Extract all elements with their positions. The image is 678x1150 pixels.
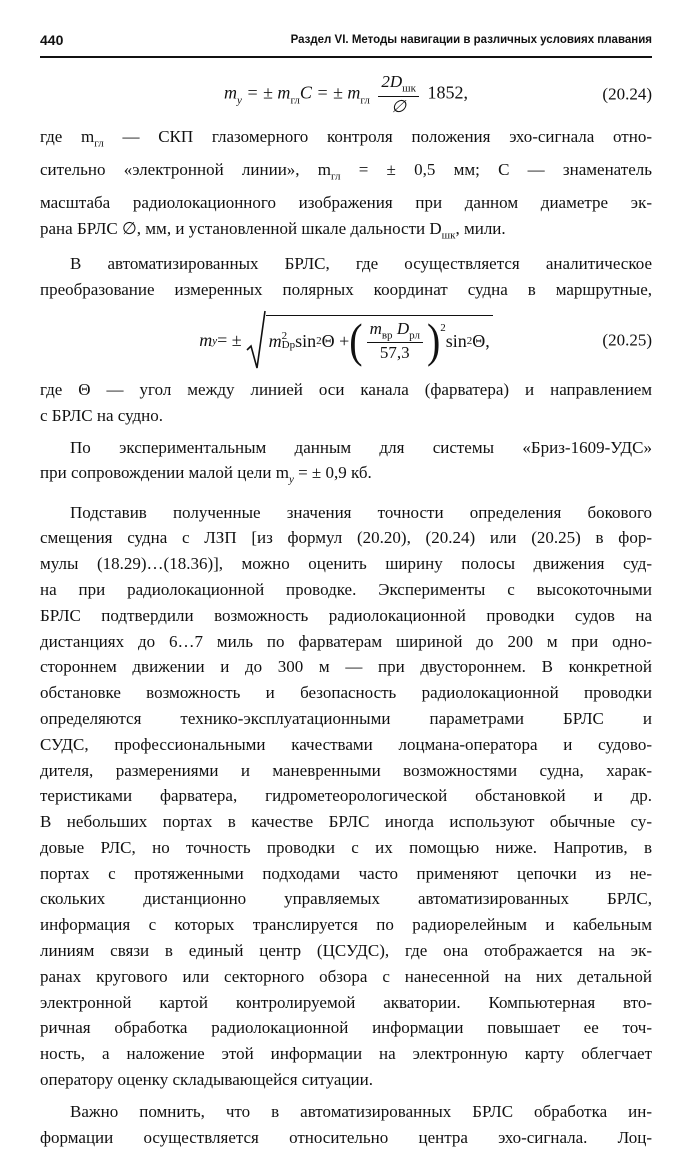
equation-number: (20.24) (602, 84, 652, 104)
paragraph-2 (40, 251, 652, 303)
text-line: определяются технико-эксплуатационными параметрами БРЛС и (40, 708, 652, 728)
text-line: стороннем движении и до 300 м — при двустороннем. В конкретной (40, 657, 652, 677)
text-line: ность, а наложение этой информации на электронную карту облегчает (40, 1044, 652, 1064)
text-line: с БРЛС на судно. (40, 405, 163, 425)
formula-part: C = ± m (299, 83, 361, 104)
text-line: Важно помнить, что в автоматизированных БРЛС обработка ин- (70, 1101, 652, 1121)
text-line: В автоматизированных БРЛС, где осуществляется аналитическое (70, 254, 652, 274)
text-line: ранах кругового или секторного обзора с нанесенной на них детальной (40, 966, 652, 986)
fraction-numerator: 2D (381, 72, 403, 92)
text-line: рана БРЛС ∅, мм, и установленной шкале дальности $D_{шк}$, мили. (40, 219, 506, 242)
text-line: СУДС, профессиональными качествами лоцмана-оператора и судово- (40, 734, 652, 754)
text-line: В небольших портах в качестве БРЛС иногда используют обычные су- (40, 812, 652, 832)
paragraph-4 (40, 435, 652, 494)
fraction-denominator: ∅ (391, 96, 407, 116)
text-line: БРЛС подтвердили возможность радиолокационной проводки судов на (40, 605, 652, 625)
text-line: где $m_{гл}$ — СКП глазомерного контроля положения эхо-сигнала отно- (40, 127, 652, 150)
square-root: m 2 Dр sin 2 Θ + ( $\frac{m_{вр} D_{рл}}{57,3}$ ) $^2$ sin 2 Θ, (246, 310, 493, 372)
paragraph-6 (40, 1099, 652, 1150)
text-line: мулы (18.29)…(18.36)], можно оценить ширину полосы движения суд- (40, 554, 652, 574)
text-line: оператору оценку складывающейся ситуации. (40, 1070, 374, 1090)
text-line: информация с которых транслируется по радиорелейным и кабельным (40, 915, 652, 935)
text-line: масштаба радиолокационного изображения при данном диаметре эк- (40, 193, 652, 213)
formula-fraction (378, 73, 419, 116)
section-title: Раздел VI. Методы навигации в различных условиях плавания (290, 34, 652, 46)
text-line: на при радиолокационной проводке. Эксперименты с высокоточными (40, 579, 652, 599)
text-line: смещения судна с ЛЗП [из формул (20.20), (20.24) или (20.25) в фор- (40, 528, 652, 548)
paragraph-3 (40, 377, 652, 429)
page-number: 440 (40, 32, 64, 48)
formula-20-25 (40, 305, 652, 377)
text-line: формации осуществляется относительно центра эхо-сигнала. Лоц- (40, 1127, 652, 1147)
text-line: обстановке возможность и безопасность радиолокационной проводки (40, 683, 652, 703)
text-line: линиям связи в единый центр (ЦСУДС), где она отображается на эк- (40, 941, 652, 961)
book-page (40, 30, 652, 1147)
text-line: портах с протяженными подходами часто применяют цепочки из не- (40, 863, 652, 883)
text-line: довые РЛС, но точность проводки с их помощью ниже. Напротив, в (40, 837, 652, 857)
formula-part: = ± m (241, 83, 291, 104)
running-header (40, 30, 652, 58)
formula-lhs-sub: y (212, 334, 218, 347)
text-line: дистанциях до 6…7 миль по фарватерам шириной до 200 м при одно- (40, 631, 652, 651)
text-line: дителя, размерениями и маневренными возможностями судна, харак- (40, 760, 652, 780)
text-line: скольких дистанционно управляемых автоматизированных БРЛС, (40, 889, 652, 909)
formula-20-24 (40, 66, 652, 124)
radical-sign-icon (246, 310, 266, 372)
equation-number: (20.25) (602, 330, 652, 350)
text-line: где Θ — угол между линией оси канала (фарватера) и направлением (40, 379, 652, 399)
text-line: Подставив полученные значения точности определения бокового (70, 502, 652, 522)
text-line: сительно «электронной линии», $m_{гл}$ = ± 0,5 мм; C — знаменатель (40, 160, 652, 183)
formula-part: = ± (217, 330, 242, 351)
formula-lhs-sub: y (237, 94, 242, 107)
left-paren: ( (349, 313, 363, 368)
paragraph-1 (40, 124, 652, 249)
text-line: теристиками фарватера, гидрометеорологической обстановкой и др. (40, 786, 652, 806)
text-line: По экспериментальным данным для системы «Бриз-1609-УДС» (70, 437, 652, 457)
fraction-denominator: 57,3 (379, 343, 410, 363)
formula-sub: гл (290, 94, 300, 107)
text-line: преобразование измеренных полярных координат судна в маршрутные, (40, 280, 652, 300)
formula-sub: гл (360, 94, 370, 107)
right-paren: ) (426, 313, 441, 368)
paragraph-5 (40, 500, 652, 1093)
text-line: ричная обработка радиолокационной информации повышает ее точ- (40, 1018, 652, 1038)
text-line: электронной картой контролируемой акватории. Компьютерная вто- (40, 992, 652, 1012)
formula-fraction: $\frac{m_{вр} D_{рл}}{57,3}$ (367, 320, 423, 363)
fraction-numerator-sub: шк (402, 82, 416, 95)
formula-lhs: m (224, 83, 238, 104)
formula-term: m (268, 330, 282, 351)
text-line: при сопровождении малой цели $m_y$ = ± 0,9 кб. (40, 463, 372, 486)
formula-lhs: m (199, 330, 213, 351)
formula-part: 1852, (422, 83, 468, 104)
